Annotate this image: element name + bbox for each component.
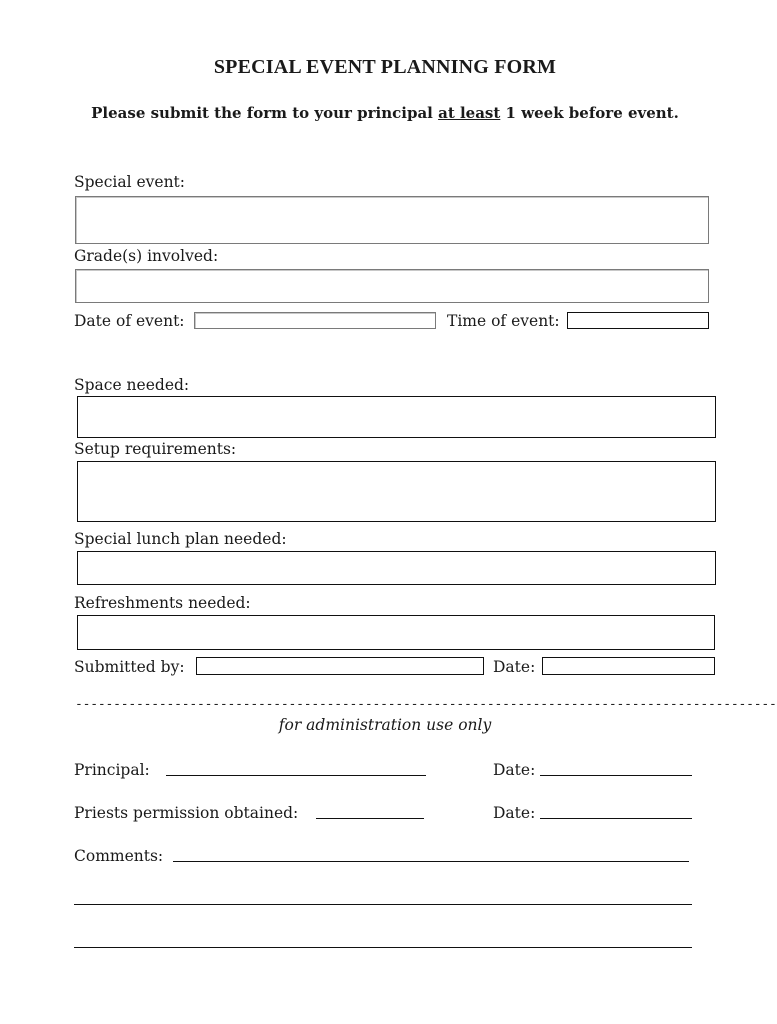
special-lunch-plan-field[interactable] (77, 551, 716, 585)
refreshments-needed-field[interactable] (77, 615, 715, 650)
principal-date-line[interactable] (540, 775, 692, 776)
instructions-emphasis: at least (438, 104, 501, 122)
setup-requirements-field[interactable] (77, 461, 716, 522)
time-of-event-label: Time of event: (447, 312, 560, 330)
priests-permission-label: Priests permission obtained: (74, 804, 299, 822)
special-event-label: Special event: (74, 173, 186, 191)
special-lunch-plan-input[interactable] (78, 552, 715, 584)
special-lunch-plan-label: Special lunch plan needed: (74, 530, 287, 548)
submitted-date-label: Date: (493, 658, 536, 676)
admin-separator: -------------------------------------------------------------------------------------------- (75, 697, 777, 712)
time-of-event-input[interactable] (568, 317, 708, 332)
space-needed-label: Space needed: (74, 376, 190, 394)
priests-date-line[interactable] (540, 818, 692, 819)
submitted-date-field[interactable] (542, 657, 715, 675)
principal-date-label: Date: (493, 761, 536, 779)
comments-line-2[interactable] (74, 904, 692, 905)
grades-involved-field[interactable] (75, 269, 709, 303)
comments-line-1[interactable] (173, 861, 689, 862)
space-needed-field[interactable] (77, 396, 716, 438)
date-of-event-input[interactable] (195, 317, 435, 332)
grades-involved-input[interactable] (76, 270, 708, 302)
comments-label: Comments: (74, 847, 164, 865)
grades-involved-label: Grade(s) involved: (74, 247, 219, 265)
special-event-input[interactable] (76, 197, 708, 243)
submitted-date-input[interactable] (543, 661, 714, 677)
form-instructions (0, 104, 770, 122)
submitted-by-label: Submitted by: (74, 658, 185, 676)
time-of-event-field[interactable] (567, 312, 709, 329)
submitted-by-input[interactable] (197, 661, 483, 677)
date-of-event-label: Date of event: (74, 312, 185, 330)
principal-label: Principal: (74, 761, 150, 779)
special-event-field[interactable] (75, 196, 709, 244)
admin-note: for administration use only (278, 716, 492, 734)
refreshments-needed-input[interactable] (78, 616, 714, 649)
space-needed-input[interactable] (78, 397, 715, 437)
instructions-before: Please submit the form to your principal (91, 104, 439, 122)
refreshments-needed-label: Refreshments needed: (74, 594, 251, 612)
date-of-event-field[interactable] (194, 312, 436, 329)
submitted-by-field[interactable] (196, 657, 484, 675)
setup-requirements-label: Setup requirements: (74, 440, 237, 458)
instructions-after: 1 week before event. (500, 104, 679, 122)
setup-requirements-input[interactable] (78, 462, 715, 521)
priests-permission-line[interactable] (316, 818, 424, 819)
form-title: SPECIAL EVENT PLANNING FORM (213, 56, 557, 78)
priests-date-label: Date: (493, 804, 536, 822)
principal-signature-line[interactable] (166, 775, 426, 776)
comments-line-3[interactable] (74, 947, 692, 948)
